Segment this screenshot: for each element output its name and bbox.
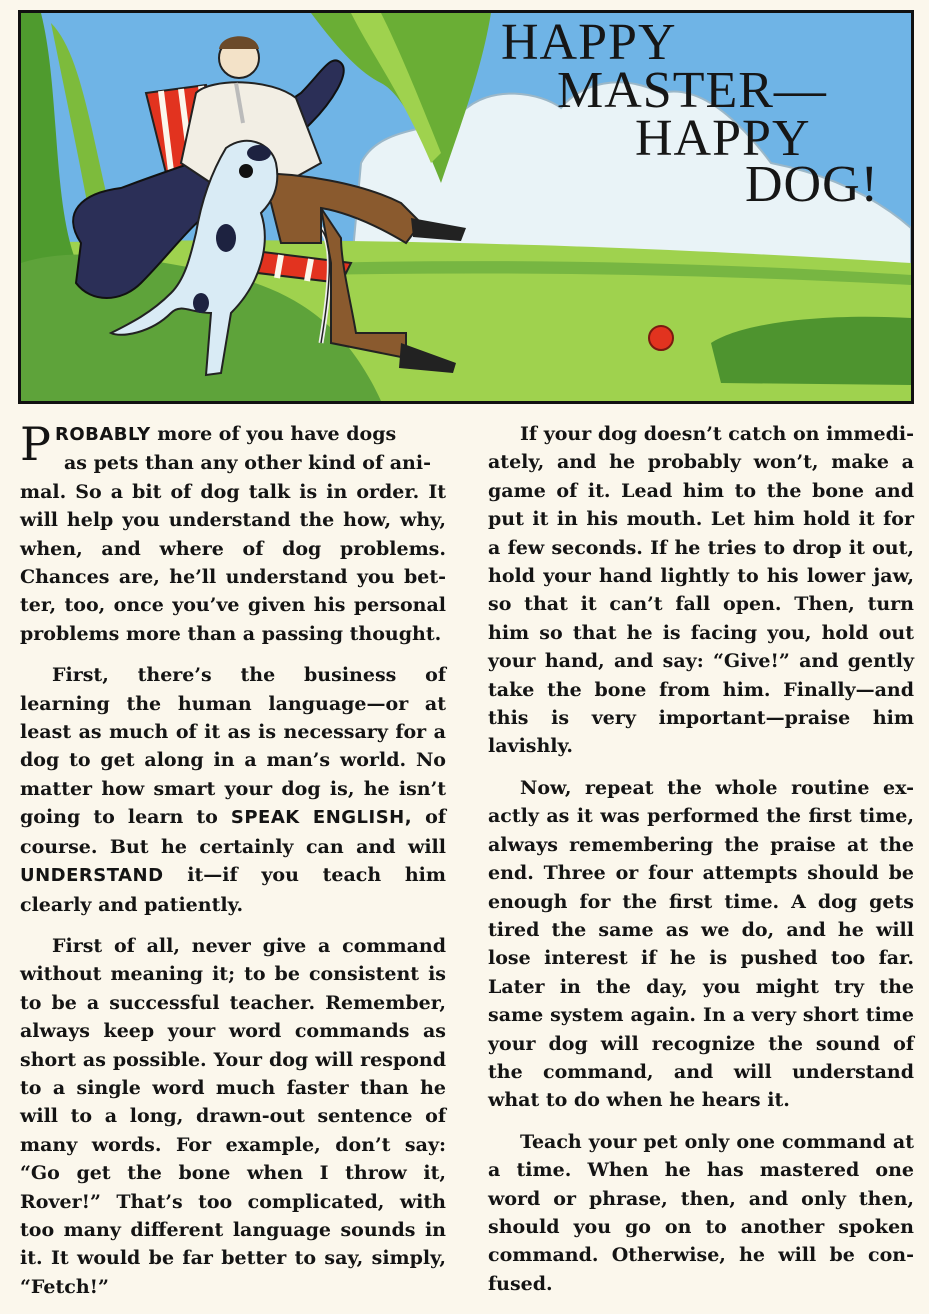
lead-in: ROBABLY xyxy=(54,424,151,445)
article-column-left xyxy=(20,417,447,1314)
paragraph: First of all, never give a command without meaning it; to be consistent is to be a successful teacher. Remember, always keep your word commands as short as possible. Your dog will respond to a single word much faster than he will to a long, drawn-out sentence of many words. For example, don’t say: “Go get the bone when I throw it, Rover!” That’s too complicated, with too many different language sounds in it. It would be far better to say, simply, “Fetch!” xyxy=(20,934,446,1298)
paragraph: If your dog doesn’t catch on immedi-ately, and he probably won’t, make a game of it. Lead him to the bone and put it in his mouth. Let him hold it for a few seconds. If he tries to drop it out, hold your hand lightly to his lower jaw, so that it can’t fall open. Then, turn him so that he is facing you, hold out your hand, and say: “Give!” and gently take the bone from him. Finally—and this is very important—praise him lavishly. xyxy=(488,423,914,758)
emphasis-text: UNDERSTAND xyxy=(20,865,164,887)
article-column-right xyxy=(488,420,914,1311)
headline xyxy=(499,14,914,213)
headline-line-2: MASTER— xyxy=(557,62,827,119)
headline-line-4: DOG! xyxy=(745,156,879,213)
drop-cap: P xyxy=(20,417,51,471)
illustration-panel xyxy=(18,10,914,404)
headline-line-1: HAPPY xyxy=(501,14,677,71)
red-ball xyxy=(649,326,673,350)
paragraph: Teach your pet only one command at a time. When he has mastered one word or phrase, then, and only then, should you go on to another spoken command. Otherwise, he will be con-fused. xyxy=(488,1130,914,1295)
paragraph: PROBABLY more of you have dogs as pets than any other kind of ani- mal. So a bit of dog talk is in order. It will help you understand the how, why, when, and where of dog problems. Chances are, he’ll understand you bet-ter, too, once you’ve given his personal problems more than a passing thought. xyxy=(20,417,446,645)
paragraph: First, there’s the business of learning the human language—or at least as much of it as is necessary for a dog to get along in a man’s world. No matter how smart your dog is, he isn’t going to learn to SPEAK ENGLISH, of course. But he certainly can and will UNDERSTAND it—if you teach him clearly and patiently. xyxy=(20,664,447,916)
headline-line-3: HAPPY xyxy=(635,110,811,167)
emphasis-text: SPEAK ENGLISH, xyxy=(230,807,413,829)
paragraph: Now, repeat the whole routine ex-actly as it was performed the first time, always remembering the praise at the end. Three or four attempts should be enough for the first time. A dog gets tired the same as we do, and he will lose interest if he is pushed too far. Later in the day, you might try the same system again. In a very short time your dog will recognize the sound of the command, and will understand what to do when he hears it. xyxy=(488,776,914,1112)
